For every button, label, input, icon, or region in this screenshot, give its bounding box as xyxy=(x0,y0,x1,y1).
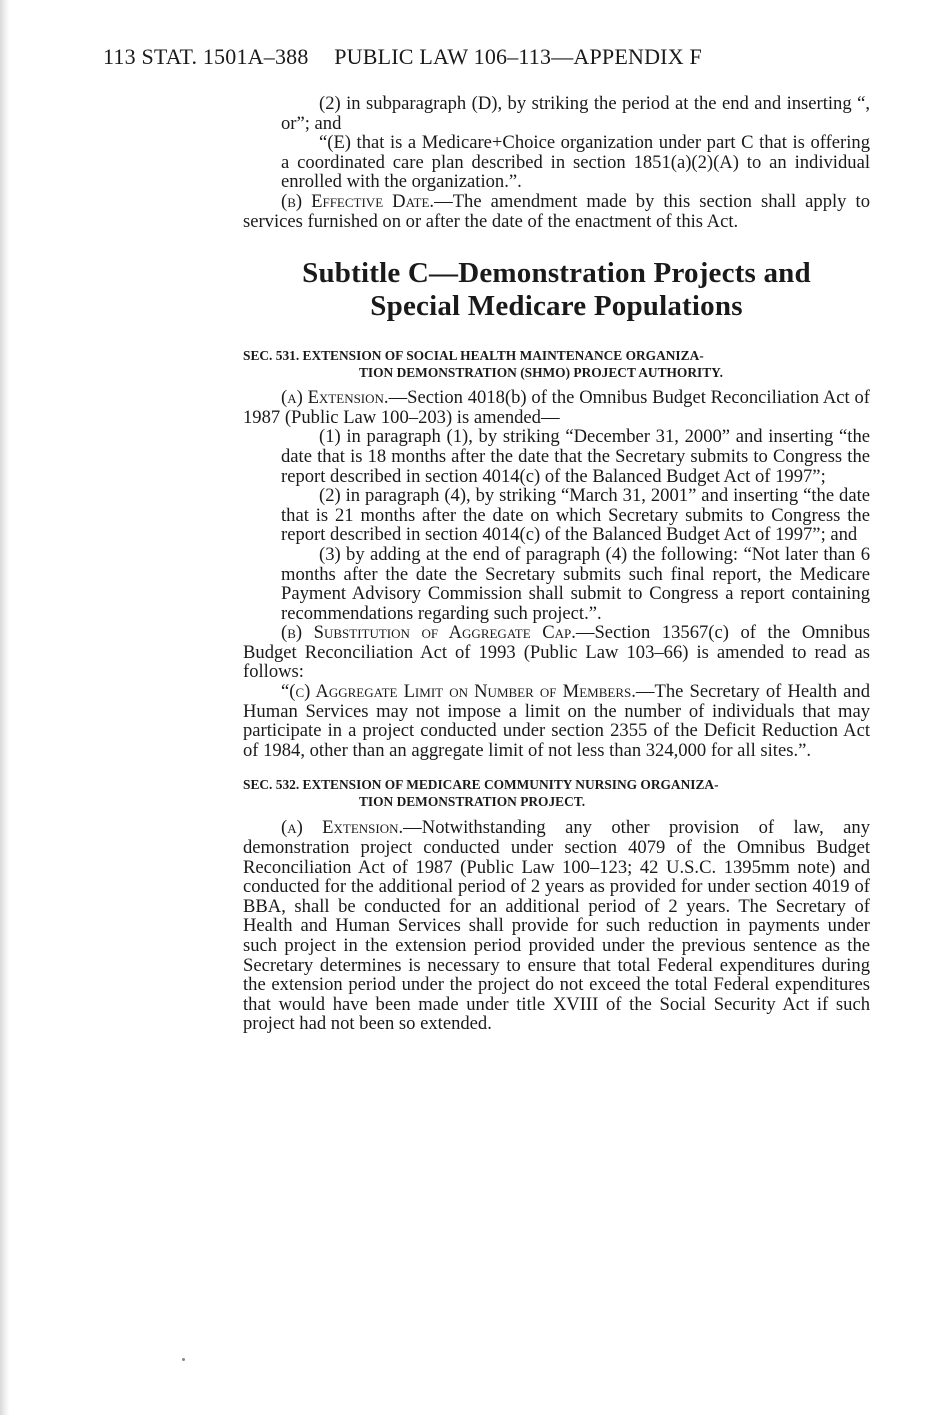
section-532-heading-line-2: TION DEMONSTRATION PROJECT. xyxy=(359,794,586,810)
subtitle-line-2: Special Medicare Populations xyxy=(370,290,743,323)
sec531-a-label: (a) Extension. xyxy=(281,387,389,409)
section-531-heading xyxy=(243,347,870,381)
sec531-a-text: —Section 4018(b) of the Omnibus Budget Reconciliation Act of 1987 (Public Law 100–203) is amended— xyxy=(243,387,871,428)
running-head xyxy=(103,44,702,70)
sec532-a-text: —Notwithstanding any other provision of law, any demonstration project conducted under section 4079 of the Omnibus Budget Reconciliation Act of 1987 (Public Law 100–123; 42 U.S.C. 1395mm note) and conducted for the additional period of 2 years as provided for under section 4019 of BBA, shall be conducted for an additional period of 2 years. The Secretary of Health and Human Services shall provide for such reduction in payments under such project in the extension period provided under the previous sentence as the Secretary determines is necessary to ensure that total Federal expenditures during the extension period under the project do not exceed the total Federal expenditures that would have been made under title XVIII of the Social Security Act if such project had not been so extended. xyxy=(243,817,871,1035)
sec531-subsection-c xyxy=(243,682,870,760)
effective-date-label: (b) Effective Date. xyxy=(281,190,435,212)
subtitle-heading xyxy=(243,257,870,323)
stat-citation: 113 STAT. 1501A–388 xyxy=(103,44,309,69)
sec531-paragraph-3: (3) by adding at the end of paragraph (4) the following: “Not later than 6 months after the date the Secretary submits such final report, the Medicare Payment Advisory Commission shall submit to Congress a report containing recommendations regarding such project.”. xyxy=(281,543,870,624)
section-532-heading xyxy=(243,776,870,810)
effective-date-paragraph xyxy=(243,192,870,231)
section-531-heading-line-1: SEC. 531. EXTENSION OF SOCIAL HEALTH MAINTENANCE ORGANIZA- xyxy=(243,348,704,364)
paragraph-e: “(E) that is a Medicare+Choice organization under part C that is offering a coordinated care plan described in section 1851(a)(2)(A) to an individual enrolled with the organization.”. xyxy=(281,132,870,193)
sec531-paragraph-1: (1) in paragraph (1), by striking “December 31, 2000” and inserting “the date that is 18 months after the date that the Secretary submits to Congress the report described in section 4014(c) of the Balanced Budget Act of 1997”; xyxy=(281,426,870,487)
sec531-c-label: “(c) Aggregate Limit on Number of Members. xyxy=(281,681,636,703)
sec531-c-text: —The Secretary of Health and Human Services may not impose a limit on the number of individuals that may participate in a project conducted under section 2355 of the Deficit Reduction Act of 1984, other than an aggregate limit of not less than 324,000 for all sites.”. xyxy=(243,681,870,761)
page-edge xyxy=(0,0,10,1415)
section-532-heading-line-1: SEC. 532. EXTENSION OF MEDICARE COMMUNITY NURSING ORGANIZA- xyxy=(243,777,719,793)
sec532-a-label: (a) Extension. xyxy=(281,817,404,839)
sec531-paragraph-2: (2) in paragraph (4), by striking “March 31, 2001” and inserting “the date that is 21 months after the date on which Secretary submits to Congress the report described in section 4014(c) of the Balanced Budget Act of 1997”; and xyxy=(281,485,870,546)
subtitle-line-1: Subtitle C—Demonstration Projects and xyxy=(302,257,811,290)
sec532-subsection-a xyxy=(243,818,870,1034)
sec531-b-text: —Section 13567(c) of the Omnibus Budget Reconciliation Act of 1993 (Public Law 103–66) is amended to read as follows: xyxy=(243,622,870,683)
law-title: PUBLIC LAW 106–113—APPENDIX F xyxy=(334,44,702,69)
page-body xyxy=(243,94,870,1034)
section-531-heading-line-2: TION DEMONSTRATION (SHMO) PROJECT AUTHORITY. xyxy=(359,365,723,381)
paragraph-2: (2) in subparagraph (D), by striking the period at the end and inserting “, or”; and xyxy=(281,93,870,134)
sec531-subsection-b xyxy=(243,623,870,682)
effective-date-text: —The amendment made by this section shall apply to services furnished on or after the date of the enactment of this Act. xyxy=(243,190,870,232)
scan-speck xyxy=(182,1358,185,1361)
sec531-b-label: (b) Substitution of Aggregate Cap. xyxy=(281,622,576,644)
sec531-subsection-a xyxy=(243,388,870,427)
